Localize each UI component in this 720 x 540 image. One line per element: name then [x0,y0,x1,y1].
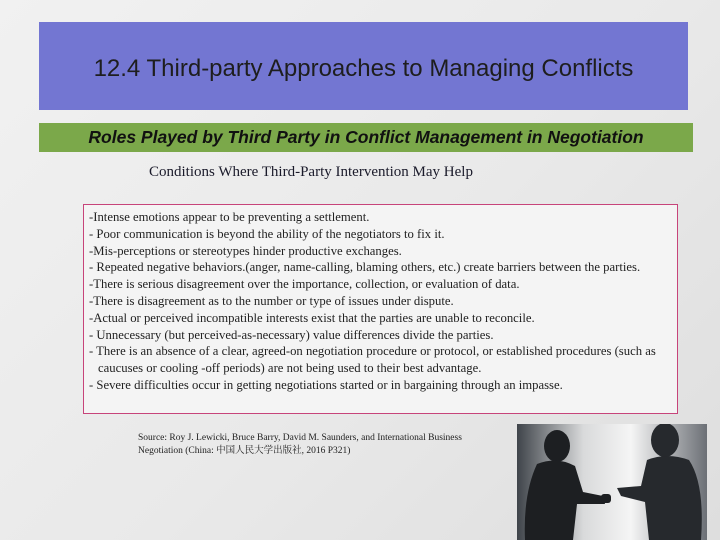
business-people-photo [517,424,707,540]
list-item: - Unnecessary (but perceived-as-necessary) value differences divide the parties. [89,327,494,342]
list-item: -There is serious disagreement over the importance, collection, or evaluation of data. [89,277,520,292]
list-item: - Severe difficulties occur in getting negotiations started or in bargaining through an impasse. [89,377,563,392]
list-item: -There is disagreement as to the number or type of issues under dispute. [89,293,454,308]
list-item: - Repeated negative behaviors.(anger, name-calling, blaming others, etc.) create barriers between the parties. [89,260,641,275]
list-item: -Intense emotions appear to be preventing a settlement. [89,210,370,224]
list-item: - Poor communication is beyond the ability of the negotiators to fix it. [89,226,445,241]
list-item: - There is an absence of a clear, agreed-on negotiation procedure or protocol, or established procedures (such as caucuses or cooling -off periods) are not being used to their best advantage. [89,344,656,376]
source-line-1: Source: Roy J. Lewicki, Bruce Barry, David M. Saunders, and International Business [138,433,462,443]
section-heading: Conditions Where Third-Party Intervention May Help [149,164,473,180]
slide-title: 12.4 Third-party Approaches to Managing Conflicts [93,55,634,82]
slide-subtitle: Roles Played by Third Party in Conflict Management in Negotiation [88,127,644,147]
list-item: -Actual or perceived incompatible interests exist that the parties are unable to reconcile. [89,310,535,325]
source-line-2: Negotiation (China: 中国人民大学出版社, 2016 P321) [138,446,351,456]
source-citation [138,432,498,458]
conditions-list [83,204,678,414]
title-bar [39,22,688,110]
subtitle-bar [39,123,693,152]
list-item: -Mis-perceptions or stereotypes hinder productive exchanges. [89,243,402,258]
